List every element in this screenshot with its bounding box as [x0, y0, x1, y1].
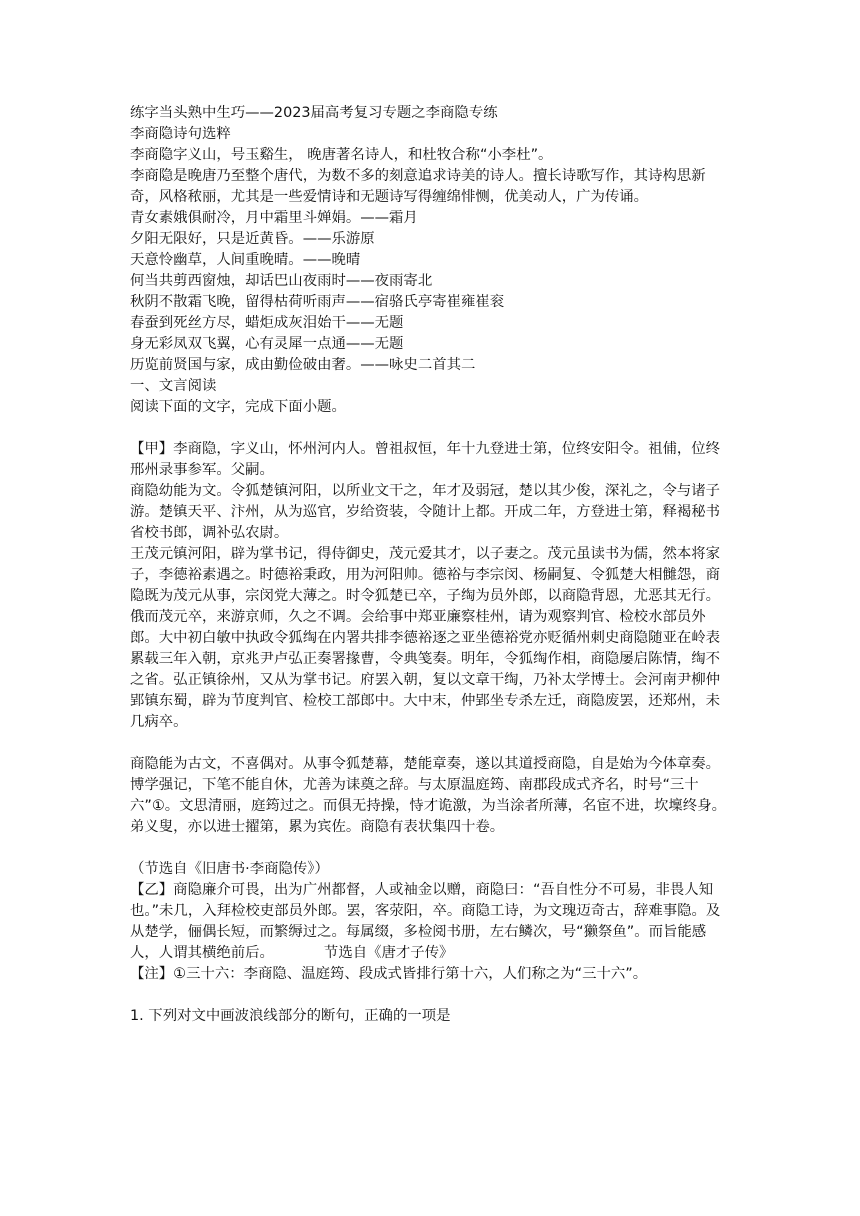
poem-line: 天意怜幽草，人间重晚晴。——晚晴: [130, 252, 361, 268]
passage-paragraph: 商隐幼能为文。令狐楚镇河阳，以所业文干之，年才及弱冠，楚以其少俊，深礼之，令与诸子游。楚镇天平、汴州，从为巡官，岁给资装，令随计上都。开成二年，方登进士第，释褐秘书省校书郎，调补弘农尉。: [130, 483, 721, 541]
intro-paragraph: 李商隐是晚唐乃至整个唐代，为数不多的刻意追求诗美的诗人。擅长诗歌写作，其诗构思新奇，风格秾丽，尤其是一些爱情诗和无题诗写得缠绵悱恻，优美动人，广为传诵。: [130, 168, 706, 205]
poem-line: 历览前贤国与家，成由勤俭破由奢。——咏史二首其二: [130, 357, 476, 373]
spacer: [130, 733, 730, 754]
passage-paragraph: 【甲】李商隐，字义山，怀州河内人。曾祖叔恒，年十九登进士第，位终安阳令。祖俌，位终邢州录事参军。父嗣。: [130, 441, 721, 478]
spacer: [130, 985, 730, 1006]
passage-paragraph: 商隐能为古文，不喜偶对。从事令狐楚幕，楚能章奏，遂以其道授商隐，自是始为今体章奏。博学强记，下笔不能自休，尤善为诔奠之辞。与太原温庭筠、南郡段成式齐名，时号“三十六”①。文思清丽，庭筠过之。而俱无持操，恃才诡激，为当涂者所薄，名宦不进，坎壈终身。弟义叟，亦以进士擢第，累为宾佐。商隐有表状集四十卷。: [130, 756, 726, 835]
spacer: [130, 838, 730, 859]
question-item: 1. 下列对文中画波浪线部分的断句，正确的一项是: [130, 1008, 451, 1024]
section-heading: 一、文言阅读: [130, 378, 217, 394]
poem-line: 春蚕到死丝方尽，蜡炬成灰泪始干——无题: [130, 315, 404, 331]
source-citation: （节选自《旧唐书·李商隐传》）: [130, 861, 329, 877]
intro-paragraph: 李商隐字义山，号玉谿生， 晚唐著名诗人，和杜牧合称“小李杜”。: [130, 147, 553, 163]
document-title: 练字当头熟中生巧——2023届高考复习专题之李商隐专练: [130, 105, 498, 121]
passage-text: 【乙】商隐廉介可畏，出为广州都督，人或袖金以赠，商隐曰：“吾自性分不可易，非畏人知也。”未几，入拜检校吏部员外郎。罢，客荥阳，卒。商隐工诗，为文瑰迈奇古，辞难事隐。及从楚学，俪偶长短，而繁缛过之。每属缀，多检阅书册，左右鳞次，号“獭祭鱼”。而旨能感人，人谓其横绝前后。: [130, 882, 721, 961]
poem-line: 夕阳无限好，只是近黄昏。——乐游原: [130, 231, 375, 247]
passage-paragraph: [130, 880, 730, 964]
passage-paragraph: 王茂元镇河阳，辟为掌书记，得侍御史，茂元爱其才，以子妻之。茂元虽读书为儒，然本将家子，李德裕素遇之。时德裕秉政，用为河阳帅。德裕与李宗闵、杨嗣复、令狐楚大相雠怨，商隐既为茂元从事，宗闵党大薄之。时令狐楚已卒，子绹为员外郎，以商隐背恩，尤恶其无行。俄而茂元卒，来游京师，久之不调。会给事中郑亚廉察桂州，请为观察判官、检校水部员外郎。大中初白敏中执政令狐绹在内署共排李德裕逐之亚坐德裕党亦贬循州刺史商隐随亚在岭表累载三年入朝，京兆尹卢弘正奏署掾曹，令典笺奏。明年，令狐绹作相，商隐屡启陈情，绹不之省。弘正镇徐州，又从为掌书记。府罢入朝，复以文章干绹，乃补太学博士。会河南尹柳仲郢镇东蜀，辟为节度判官、检校工部郎中。大中末，仲郢坐专杀左迁，商隐废罢，还郑州，未几病卒。: [130, 546, 721, 730]
poem-line: 青女素娥俱耐冷，月中霜里斗婵娟。——霜月: [130, 210, 418, 226]
instruction-text: 阅读下面的文字，完成下面小题。: [130, 399, 346, 415]
poem-line: 何当共剪西窗烛，却话巴山夜雨时——夜雨寄北: [130, 273, 433, 289]
spacer: [130, 418, 730, 439]
document-body: [130, 103, 730, 1027]
annotation-note: 【注】①三十六：李商隐、温庭筠、段成式皆排行第十六，人们称之为“三十六”。: [130, 966, 648, 982]
poem-line: 身无彩凤双飞翼，心有灵犀一点通——无题: [130, 336, 404, 352]
poem-line: 秋阴不散霜飞晚，留得枯荷听雨声——宿骆氏亭寄崔雍崔衮: [130, 294, 505, 310]
source-citation: 节选自《唐才子传》: [323, 945, 454, 961]
section-subtitle: 李商隐诗句选粹: [130, 126, 231, 142]
